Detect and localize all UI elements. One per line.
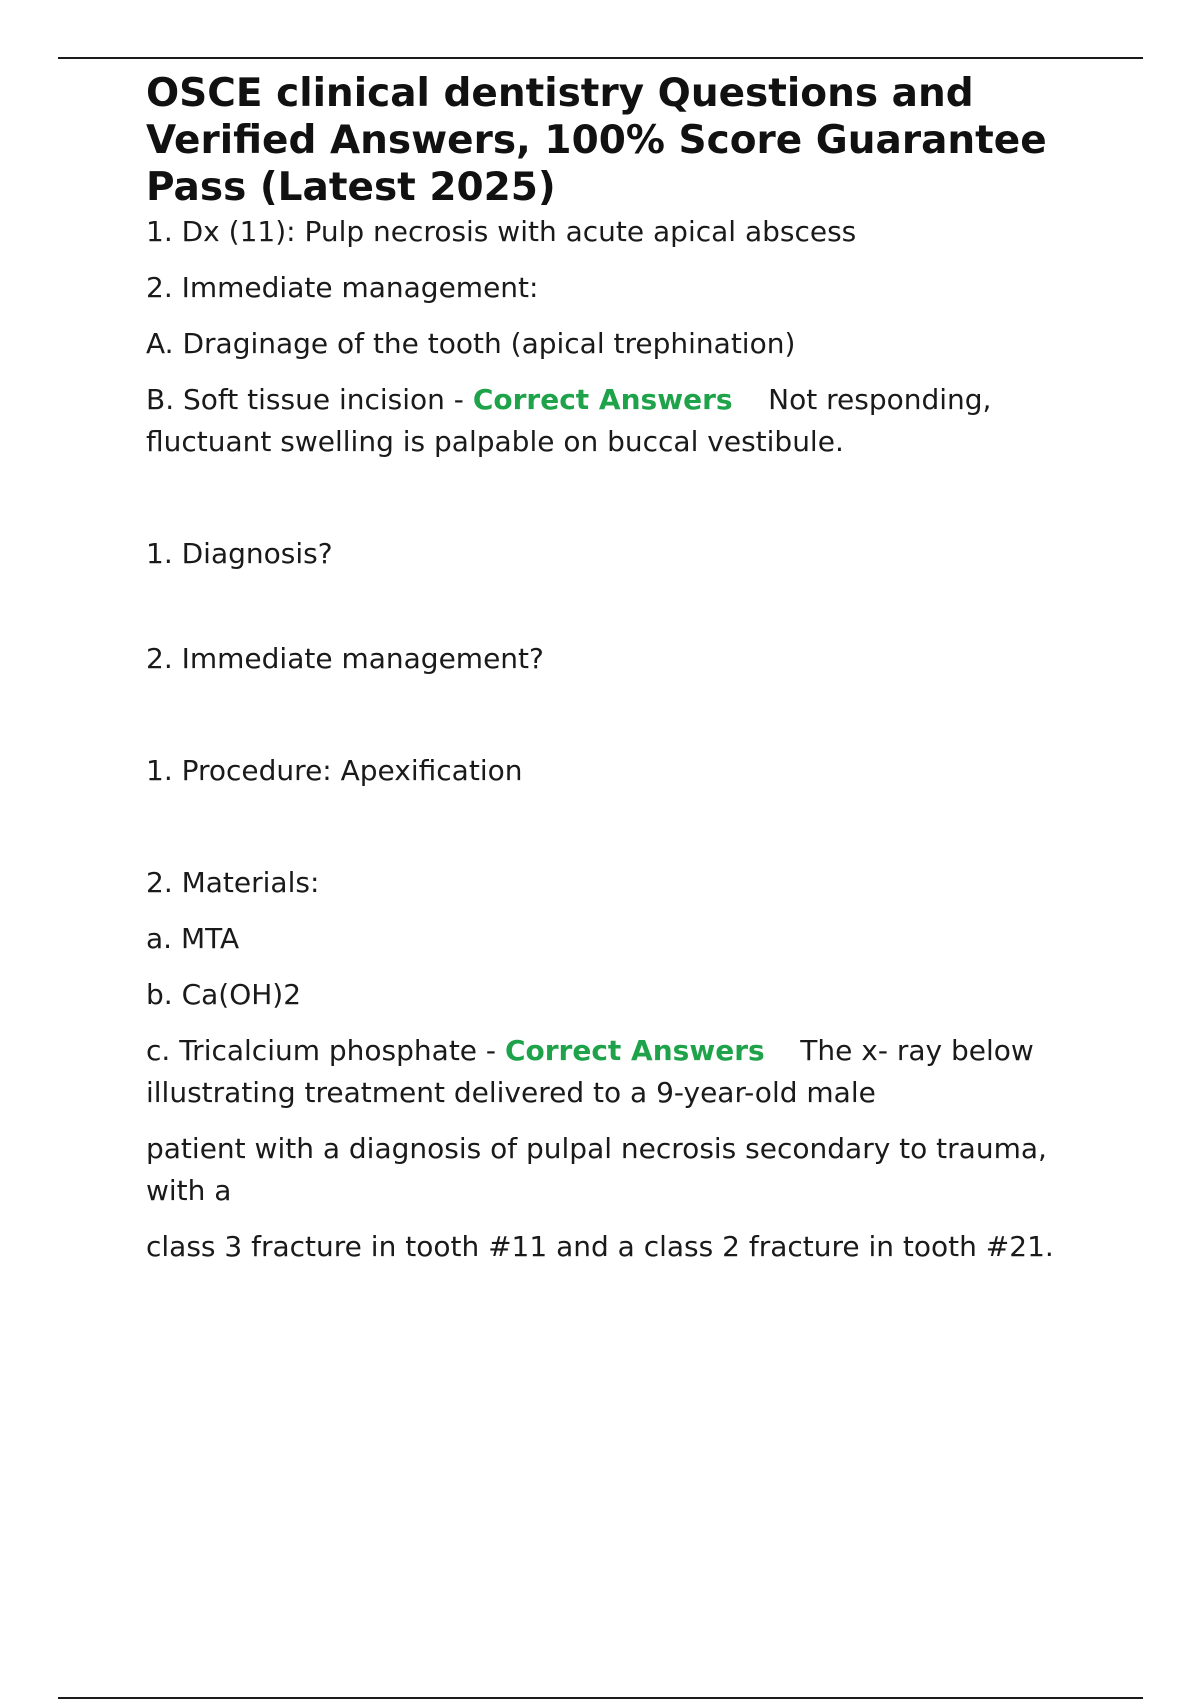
question-text-3: patient with a diagnosis of pulpal necrosis secondary to trauma, with a [146, 1132, 1056, 1207]
page-title: OSCE clinical dentistry Questions and Verified Answers, 100% Score Guarantee Pass (Latest 2025) [146, 71, 1047, 210]
document-body [146, 70, 1106, 1268]
answer-line-tricalcium-text: c. Tricalcium phosphate - [146, 1034, 505, 1067]
answer-line-caoh2: b. Ca(OH)2 [146, 978, 302, 1011]
question-line-diagnosis: 1. Diagnosis? [146, 537, 333, 570]
correct-answers-label: Correct Answers [472, 383, 733, 416]
question-text-4: class 3 fracture in tooth #11 and a class 2 fracture in tooth #21. [146, 1230, 1054, 1263]
answer-line-materials: 2. Materials: [146, 866, 320, 899]
bottom-rule [58, 1697, 1143, 1699]
answer-line-3: A. Draginage of the tooth (apical trephination) [146, 327, 796, 360]
correct-answers-label: Correct Answers [504, 1034, 765, 1067]
top-rule [58, 57, 1143, 59]
answer-line-2: 2. Immediate management: [146, 271, 539, 304]
answer-line-1: 1. Dx (11): Pulp necrosis with acute apical abscess [146, 215, 857, 248]
answer-line-mta: a. MTA [146, 922, 240, 955]
answer-line-4-text: B. Soft tissue incision - [146, 383, 473, 416]
question-text-1: Not responding, fluctuant swelling is palpable on buccal vestibule. [146, 383, 1001, 458]
question-line-management: 2. Immediate management? [146, 642, 544, 675]
question-text-2: The x- ray below illustrating treatment delivered to a 9-year-old male [146, 1034, 1043, 1109]
answer-line-tricalcium [146, 1030, 1106, 1114]
answer-line-procedure: 1. Procedure: Apexification [146, 754, 523, 787]
answer-line-4 [146, 379, 1106, 463]
